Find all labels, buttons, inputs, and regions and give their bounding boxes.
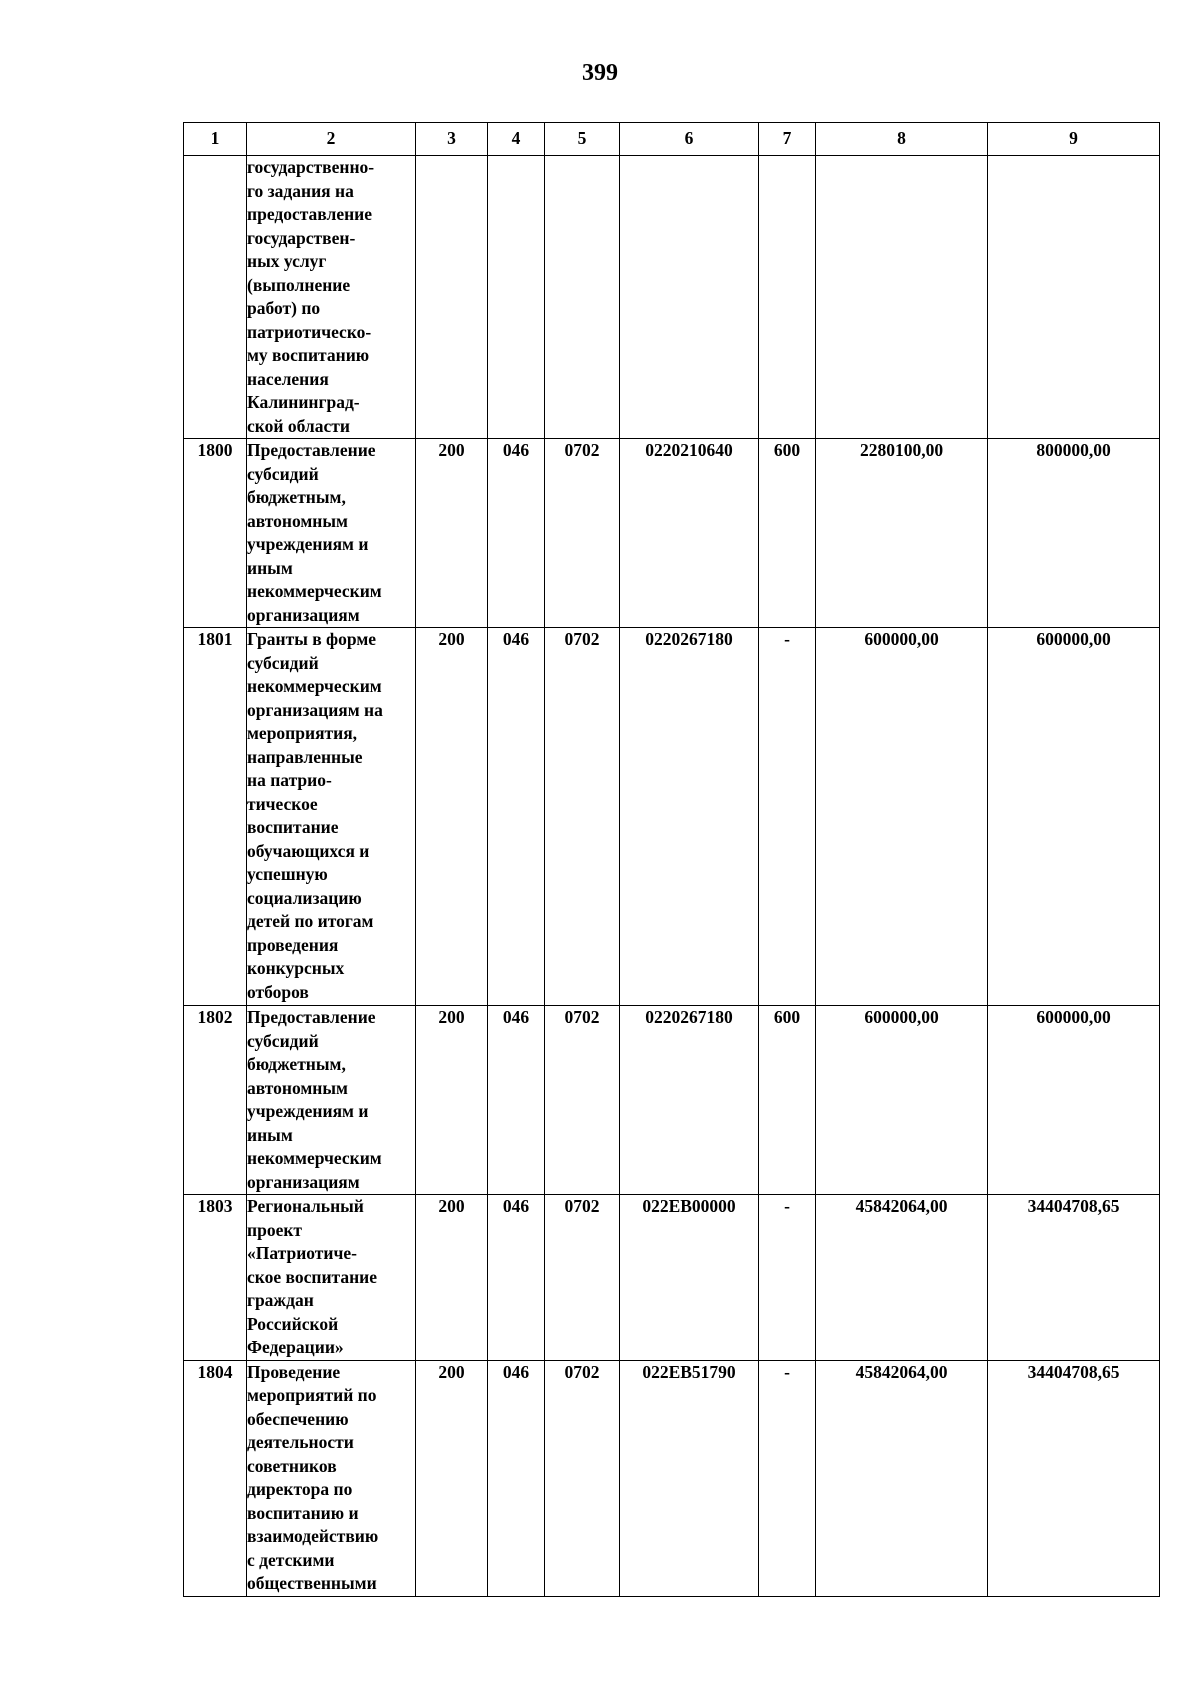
table-row xyxy=(184,628,1160,1006)
row-number: 1800 xyxy=(184,439,247,628)
page-number: 399 xyxy=(582,60,618,86)
col8-cell: 600000,00 xyxy=(816,628,988,1006)
col7-cell: - xyxy=(759,1195,816,1361)
row-number: 1804 xyxy=(184,1360,247,1596)
row-number: 1801 xyxy=(184,628,247,1006)
header-col-6: 6 xyxy=(620,123,759,156)
col4-cell: 046 xyxy=(488,628,545,1006)
col3-cell: 200 xyxy=(416,1006,488,1195)
col6-cell: 022EB00000 xyxy=(620,1195,759,1361)
col9-cell: 34404708,65 xyxy=(988,1195,1160,1361)
col9-cell: 34404708,65 xyxy=(988,1360,1160,1596)
row-description xyxy=(247,1195,416,1361)
row-description-text: Региональный проект «Патриотиче- ское воспитание граждан Российской Федерации» xyxy=(247,1196,378,1357)
row-description-text: Гранты в форме субсидий некоммерческим организациям на мероприятия, направленные на патрио- тическое воспитание обучающихся и успешную социализацию детей по итогам проведения конкурсных отборов xyxy=(247,629,383,1002)
row-number: 1802 xyxy=(184,1006,247,1195)
col6-cell: 0220267180 xyxy=(620,628,759,1006)
col5-cell: 0702 xyxy=(545,439,620,628)
table-row xyxy=(184,1360,1160,1596)
col5-cell: 0702 xyxy=(545,1360,620,1596)
header-col-8: 8 xyxy=(816,123,988,156)
col6-cell xyxy=(620,156,759,439)
header-col-5: 5 xyxy=(545,123,620,156)
col7-cell xyxy=(759,156,816,439)
col8-cell: 600000,00 xyxy=(816,1006,988,1195)
col5-cell: 0702 xyxy=(545,1006,620,1195)
col6-cell: 0220210640 xyxy=(620,439,759,628)
col3-cell: 200 xyxy=(416,1360,488,1596)
header-col-9: 9 xyxy=(988,123,1160,156)
col3-cell: 200 xyxy=(416,439,488,628)
row-description xyxy=(247,439,416,628)
header-row xyxy=(184,123,1160,156)
table-row xyxy=(184,1006,1160,1195)
col5-cell xyxy=(545,156,620,439)
table-row xyxy=(184,156,1160,439)
col8-cell xyxy=(816,156,988,439)
table-row xyxy=(184,439,1160,628)
col7-cell: 600 xyxy=(759,1006,816,1195)
col8-cell: 2280100,00 xyxy=(816,439,988,628)
header-col-3: 3 xyxy=(416,123,488,156)
row-description-text: Проведение мероприятий по обеспечению деятельности советников директора по воспитанию и взаимодействию с детскими общественными xyxy=(247,1361,379,1593)
col7-cell: 600 xyxy=(759,439,816,628)
col3-cell: 200 xyxy=(416,1195,488,1361)
row-number: 1803 xyxy=(184,1195,247,1361)
col3-cell xyxy=(416,156,488,439)
col3-cell: 200 xyxy=(416,628,488,1006)
col7-cell: - xyxy=(759,1360,816,1596)
col4-cell: 046 xyxy=(488,1360,545,1596)
row-description-text: Предоставление субсидий бюджетным, автономным учреждениям и иным некоммерческим организациям xyxy=(247,440,382,625)
col4-cell: 046 xyxy=(488,1006,545,1195)
col5-cell: 0702 xyxy=(545,1195,620,1361)
row-description xyxy=(247,156,416,439)
row-description xyxy=(247,1006,416,1195)
col7-cell: - xyxy=(759,628,816,1006)
budget-table xyxy=(183,122,1160,1597)
col8-cell: 45842064,00 xyxy=(816,1195,988,1361)
col9-cell: 600000,00 xyxy=(988,1006,1160,1195)
row-description xyxy=(247,1360,416,1596)
header-col-2: 2 xyxy=(247,123,416,156)
row-description-text: Предоставление субсидий бюджетным, автономным учреждениям и иным некоммерческим организациям xyxy=(247,1007,382,1192)
header-col-1: 1 xyxy=(184,123,247,156)
col9-cell: 800000,00 xyxy=(988,439,1160,628)
col9-cell: 600000,00 xyxy=(988,628,1160,1006)
col4-cell xyxy=(488,156,545,439)
row-description xyxy=(247,628,416,1006)
row-description-text: государственно- го задания на предоставление государствен- ных услуг (выполнение работ) по патриотическо- му воспитанию населения Калининград- ской области xyxy=(247,157,375,436)
table-body xyxy=(184,156,1160,1597)
col6-cell: 0220267180 xyxy=(620,1006,759,1195)
col5-cell: 0702 xyxy=(545,628,620,1006)
col6-cell: 022EB51790 xyxy=(620,1360,759,1596)
col4-cell: 046 xyxy=(488,439,545,628)
table-header xyxy=(184,123,1160,156)
col4-cell: 046 xyxy=(488,1195,545,1361)
row-number xyxy=(184,156,247,439)
header-col-4: 4 xyxy=(488,123,545,156)
header-col-7: 7 xyxy=(759,123,816,156)
table-row xyxy=(184,1195,1160,1361)
col8-cell: 45842064,00 xyxy=(816,1360,988,1596)
col9-cell xyxy=(988,156,1160,439)
